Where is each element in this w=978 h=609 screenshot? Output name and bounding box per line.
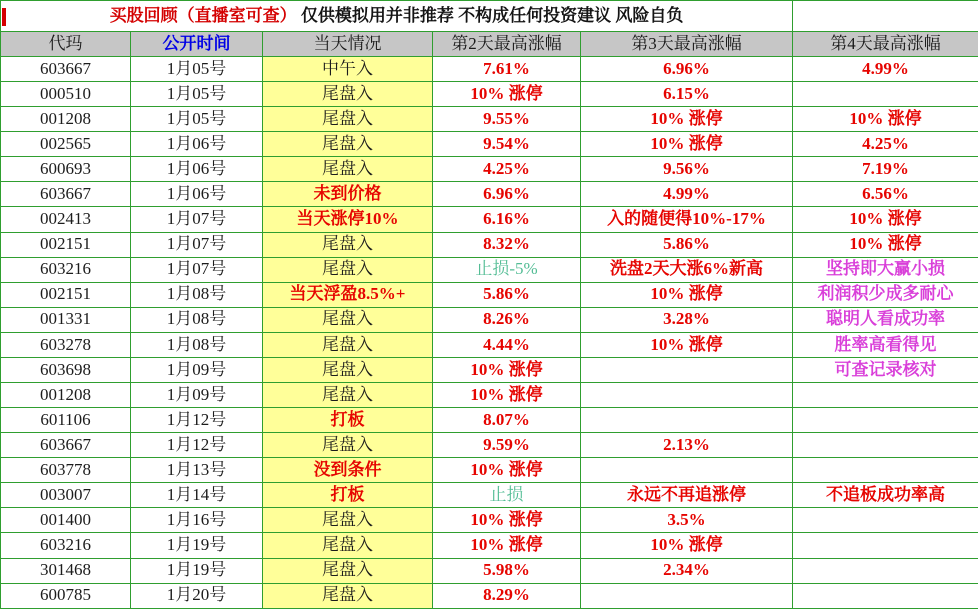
publish-date-cell[interactable]: 1月08号 (131, 307, 263, 332)
publish-date-cell[interactable]: 1月06号 (131, 182, 263, 207)
day3-gain-cell[interactable]: 6.96% (581, 57, 793, 82)
situation-cell[interactable]: 没到条件 (263, 458, 433, 483)
day2-gain-cell[interactable]: 6.16% (433, 207, 581, 232)
table-row (1, 383, 978, 408)
day3-gain-cell[interactable]: 5.86% (581, 232, 793, 257)
stock-code-cell[interactable]: 603698 (1, 357, 131, 382)
day2-gain-cell[interactable]: 10% 涨停 (433, 383, 581, 408)
publish-date-cell[interactable]: 1月06号 (131, 132, 263, 157)
clipped-text-fragment (2, 8, 6, 26)
publish-date-cell[interactable]: 1月05号 (131, 82, 263, 107)
situation-cell[interactable]: 未到价格 (263, 182, 433, 207)
situation-cell[interactable]: 打板 (263, 408, 433, 433)
day2-gain-cell[interactable]: 8.32% (433, 232, 581, 257)
day4-gain-cell[interactable]: 可查记录核对 (793, 357, 978, 382)
title-disclaimer: 仅供模拟用并非推荐 不构成任何投资建议 风险自负 (300, 5, 684, 25)
stock-code-cell[interactable]: 002413 (1, 207, 131, 232)
table-row (1, 57, 978, 82)
day3-gain-cell[interactable]: 3.28% (581, 307, 793, 332)
situation-cell[interactable]: 尾盘入 (263, 533, 433, 558)
publish-date-cell[interactable]: 1月14号 (131, 483, 263, 508)
situation-cell[interactable]: 尾盘入 (263, 232, 433, 257)
day2-gain-cell[interactable]: 止损 (433, 483, 581, 508)
situation-cell[interactable]: 尾盘入 (263, 82, 433, 107)
stock-code-cell[interactable]: 603667 (1, 57, 131, 82)
day2-gain-cell[interactable]: 10% 涨停 (433, 533, 581, 558)
table-row (1, 282, 978, 307)
stock-code-cell[interactable]: 301468 (1, 558, 131, 583)
stock-code-cell[interactable]: 600693 (1, 157, 131, 182)
stock-code-cell[interactable]: 603216 (1, 257, 131, 282)
day4-gain-cell[interactable] (793, 533, 978, 558)
day2-gain-cell[interactable]: 9.59% (433, 433, 581, 458)
publish-date-cell[interactable]: 1月13号 (131, 458, 263, 483)
stock-code-cell[interactable]: 603278 (1, 332, 131, 357)
day4-gain-cell[interactable] (793, 433, 978, 458)
situation-cell[interactable]: 尾盘入 (263, 332, 433, 357)
situation-cell[interactable]: 当天涨停10% (263, 207, 433, 232)
table-row (1, 207, 978, 232)
day3-gain-cell[interactable] (581, 357, 793, 382)
situation-cell[interactable]: 尾盘入 (263, 583, 433, 608)
publish-date-cell[interactable]: 1月07号 (131, 257, 263, 282)
publish-date-cell[interactable]: 1月19号 (131, 533, 263, 558)
day3-gain-cell[interactable]: 入的随便得10%-17% (581, 207, 793, 232)
day2-gain-cell[interactable]: 4.44% (433, 332, 581, 357)
situation-cell[interactable]: 尾盘入 (263, 157, 433, 182)
publish-date-cell[interactable]: 1月07号 (131, 232, 263, 257)
day3-gain-cell[interactable]: 永远不再追涨停 (581, 483, 793, 508)
day2-gain-cell[interactable]: 5.86% (433, 282, 581, 307)
day4-gain-cell[interactable]: 6.56% (793, 182, 978, 207)
day4-gain-cell[interactable] (793, 558, 978, 583)
situation-cell[interactable]: 尾盘入 (263, 257, 433, 282)
stock-code-cell[interactable]: 001208 (1, 107, 131, 132)
day4-gain-cell[interactable]: 不追板成功率高 (793, 483, 978, 508)
day4-gain-cell[interactable]: 胜率高看得见 (793, 332, 978, 357)
publish-date-cell[interactable]: 1月08号 (131, 282, 263, 307)
publish-date-cell[interactable]: 1月09号 (131, 357, 263, 382)
day3-gain-cell[interactable]: 2.34% (581, 558, 793, 583)
day3-gain-cell[interactable]: 9.56% (581, 157, 793, 182)
table-row (1, 157, 978, 182)
publish-date-cell[interactable]: 1月07号 (131, 207, 263, 232)
stock-code-cell[interactable]: 002151 (1, 282, 131, 307)
day2-gain-cell[interactable]: 4.25% (433, 157, 581, 182)
stock-code-cell[interactable]: 603216 (1, 533, 131, 558)
day3-gain-cell[interactable]: 10% 涨停 (581, 533, 793, 558)
publish-date-cell[interactable]: 1月12号 (131, 408, 263, 433)
day4-gain-cell[interactable]: 4.25% (793, 132, 978, 157)
day3-gain-cell[interactable] (581, 408, 793, 433)
day2-gain-cell[interactable]: 10% 涨停 (433, 357, 581, 382)
day3-gain-cell[interactable]: 3.5% (581, 508, 793, 533)
publish-date-cell[interactable]: 1月05号 (131, 57, 263, 82)
day4-gain-cell[interactable]: 10% 涨停 (793, 107, 978, 132)
table-row (1, 257, 978, 282)
column-header-day3-max-gain[interactable]: 第3天最高涨幅 (581, 32, 793, 57)
table-row (1, 182, 978, 207)
day2-gain-cell[interactable]: 8.07% (433, 408, 581, 433)
day4-gain-cell[interactable]: 7.19% (793, 157, 978, 182)
stock-code-cell[interactable]: 002151 (1, 232, 131, 257)
stock-code-cell[interactable]: 603667 (1, 433, 131, 458)
day2-gain-cell[interactable]: 10% 涨停 (433, 458, 581, 483)
day2-gain-cell[interactable]: 8.29% (433, 583, 581, 608)
day3-gain-cell[interactable]: 10% 涨停 (581, 107, 793, 132)
day3-gain-cell[interactable] (581, 458, 793, 483)
situation-cell[interactable]: 尾盘入 (263, 383, 433, 408)
day2-gain-cell[interactable]: 6.96% (433, 182, 581, 207)
publish-date-cell[interactable]: 1月06号 (131, 157, 263, 182)
day2-gain-cell[interactable]: 9.54% (433, 132, 581, 157)
day3-gain-cell[interactable] (581, 583, 793, 608)
situation-cell[interactable]: 当天浮盈8.5%+ (263, 282, 433, 307)
stock-code-cell[interactable]: 002565 (1, 132, 131, 157)
publish-date-cell[interactable]: 1月08号 (131, 332, 263, 357)
table-row (1, 132, 978, 157)
day3-gain-cell[interactable]: 10% 涨停 (581, 282, 793, 307)
table-row (1, 508, 978, 533)
day4-gain-cell[interactable] (793, 383, 978, 408)
day2-gain-cell[interactable]: 止损-5% (433, 257, 581, 282)
table-row (1, 232, 978, 257)
stock-code-cell[interactable]: 001400 (1, 508, 131, 533)
table-row (1, 107, 978, 132)
column-header-day2-max-gain[interactable]: 第2天最高涨幅 (433, 32, 581, 57)
day4-gain-cell[interactable]: 聪明人看成功率 (793, 307, 978, 332)
day4-gain-cell[interactable] (793, 82, 978, 107)
publish-date-cell[interactable]: 1月05号 (131, 107, 263, 132)
publish-date-cell[interactable]: 1月09号 (131, 383, 263, 408)
empty-title-cell[interactable] (793, 1, 978, 32)
situation-cell[interactable]: 尾盘入 (263, 558, 433, 583)
day3-gain-cell[interactable]: 洗盘2天大涨6%新高 (581, 257, 793, 282)
table-row (1, 82, 978, 107)
column-header-publish-time[interactable]: 公开时间 (131, 32, 263, 57)
day4-gain-cell[interactable] (793, 458, 978, 483)
day4-gain-cell[interactable]: 10% 涨停 (793, 207, 978, 232)
stock-code-cell[interactable]: 600785 (1, 583, 131, 608)
stock-code-cell[interactable]: 000510 (1, 82, 131, 107)
day4-gain-cell[interactable]: 坚持即大赢小损 (793, 257, 978, 282)
stock-code-cell[interactable]: 001208 (1, 383, 131, 408)
day4-gain-cell[interactable]: 利润积少成多耐心 (793, 282, 978, 307)
publish-date-cell[interactable]: 1月19号 (131, 558, 263, 583)
column-header-row (1, 32, 978, 57)
table-body (1, 57, 978, 609)
day4-gain-cell[interactable] (793, 508, 978, 533)
table-row (1, 483, 978, 508)
situation-cell[interactable]: 尾盘入 (263, 508, 433, 533)
table-row (1, 357, 978, 382)
day2-gain-cell[interactable]: 8.26% (433, 307, 581, 332)
table-row (1, 583, 978, 608)
situation-cell[interactable]: 中午入 (263, 57, 433, 82)
day4-gain-cell[interactable]: 10% 涨停 (793, 232, 978, 257)
day3-gain-cell[interactable] (581, 383, 793, 408)
day3-gain-cell[interactable]: 10% 涨停 (581, 332, 793, 357)
situation-cell[interactable]: 打板 (263, 483, 433, 508)
table-row (1, 558, 978, 583)
column-header-day4-max-gain[interactable]: 第4天最高涨幅 (793, 32, 978, 57)
table-row (1, 307, 978, 332)
publish-date-cell[interactable]: 1月16号 (131, 508, 263, 533)
title-row (1, 1, 978, 32)
day2-gain-cell[interactable]: 9.55% (433, 107, 581, 132)
column-header-day-situation[interactable]: 当天情况 (263, 32, 433, 57)
day3-gain-cell[interactable]: 6.15% (581, 82, 793, 107)
publish-date-cell[interactable]: 1月20号 (131, 583, 263, 608)
situation-cell[interactable]: 尾盘入 (263, 107, 433, 132)
stock-code-cell[interactable]: 603667 (1, 182, 131, 207)
stock-code-cell[interactable]: 603778 (1, 458, 131, 483)
publish-date-cell[interactable]: 1月12号 (131, 433, 263, 458)
day3-gain-cell[interactable]: 4.99% (581, 182, 793, 207)
day4-gain-cell[interactable]: 4.99% (793, 57, 978, 82)
page-title (1, 1, 793, 32)
table-row (1, 332, 978, 357)
situation-cell[interactable]: 尾盘入 (263, 357, 433, 382)
day4-gain-cell[interactable] (793, 583, 978, 608)
situation-cell[interactable]: 尾盘入 (263, 132, 433, 157)
situation-cell[interactable]: 尾盘入 (263, 433, 433, 458)
stock-code-cell[interactable]: 601106 (1, 408, 131, 433)
day4-gain-cell[interactable] (793, 408, 978, 433)
title-highlight: 买股回顾（直播室可查） (109, 5, 297, 25)
day3-gain-cell[interactable]: 2.13% (581, 433, 793, 458)
situation-cell[interactable]: 尾盘入 (263, 307, 433, 332)
stock-code-cell[interactable]: 003007 (1, 483, 131, 508)
stock-code-cell[interactable]: 001331 (1, 307, 131, 332)
day2-gain-cell[interactable]: 10% 涨停 (433, 508, 581, 533)
table-row (1, 458, 978, 483)
day2-gain-cell[interactable]: 5.98% (433, 558, 581, 583)
day3-gain-cell[interactable]: 10% 涨停 (581, 132, 793, 157)
day2-gain-cell[interactable]: 10% 涨停 (433, 82, 581, 107)
column-header-code[interactable]: 代玛 (1, 32, 131, 57)
table-row (1, 433, 978, 458)
day2-gain-cell[interactable]: 7.61% (433, 57, 581, 82)
table-row (1, 408, 978, 433)
table-row (1, 533, 978, 558)
